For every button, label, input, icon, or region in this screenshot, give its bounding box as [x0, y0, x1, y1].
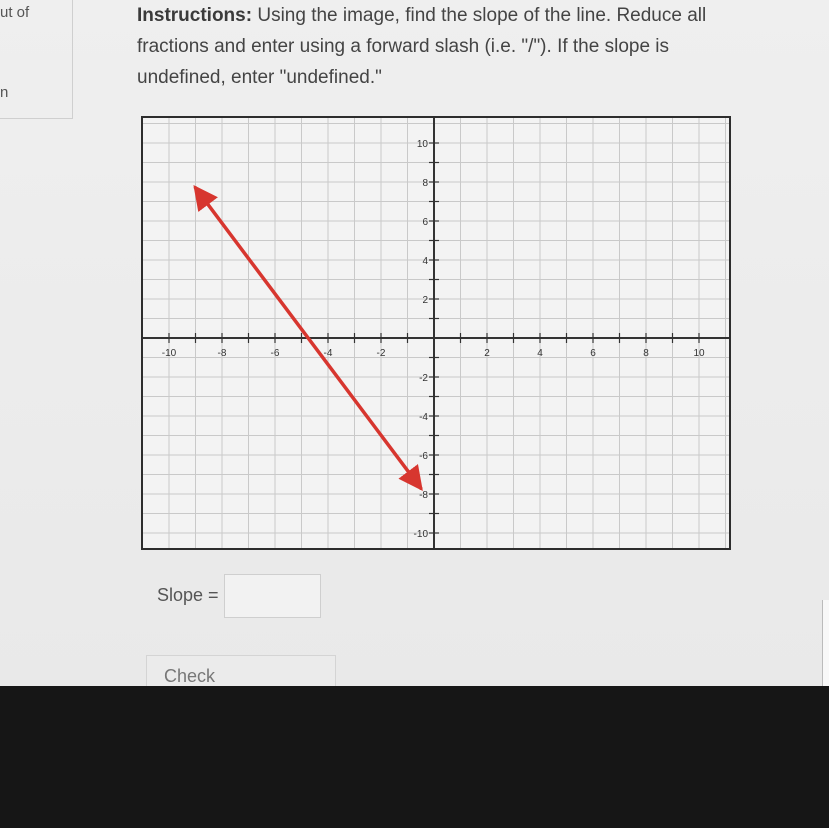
check-button[interactable]: Check [146, 655, 336, 686]
sidebar-panel [0, 0, 73, 119]
y-tick-label: -10 [413, 529, 428, 540]
scrollbar-edge[interactable] [822, 600, 829, 686]
y-tick-label: -4 [419, 412, 428, 423]
instructions-label: Instructions: [137, 5, 253, 26]
x-tick-label: -4 [323, 348, 333, 359]
slope-label: Slope = [157, 585, 219, 605]
x-tick-label: 2 [484, 348, 490, 359]
y-tick-label: -8 [419, 490, 428, 501]
x-tick-label: -10 [161, 348, 177, 359]
instructions-text [137, 0, 747, 93]
x-tick-label: -2 [376, 348, 386, 359]
y-tick-label: 6 [422, 217, 428, 228]
x-tick-label: -6 [270, 348, 280, 359]
y-tick-label: 8 [422, 178, 428, 189]
sidebar-item-text: n [0, 84, 9, 101]
x-tick-label: 10 [693, 348, 705, 359]
y-tick-label: -2 [419, 373, 428, 384]
y-tick-label: 10 [416, 139, 428, 150]
x-tick-label: 4 [537, 348, 543, 359]
sidebar-score-text: ut of [0, 4, 30, 21]
instructions-line-3: undefined, enter "undefined." [137, 67, 382, 88]
instructions-line-1: Instructions: Using the image, find the slope of the line. Reduce all [137, 5, 707, 26]
slope-input[interactable] [224, 574, 321, 618]
x-tick-label: 6 [590, 348, 596, 359]
y-tick-label: 4 [422, 256, 428, 267]
y-tick-label: 2 [422, 295, 428, 306]
instructions-line-2: fractions and enter using a forward slash (i.e. "/"). If the slope is [137, 36, 670, 57]
chart-svg [143, 118, 729, 548]
x-tick-label: -8 [217, 348, 227, 359]
y-tick-label: -6 [419, 451, 428, 462]
coordinate-graph [141, 116, 731, 550]
x-tick-label: 8 [643, 348, 649, 359]
